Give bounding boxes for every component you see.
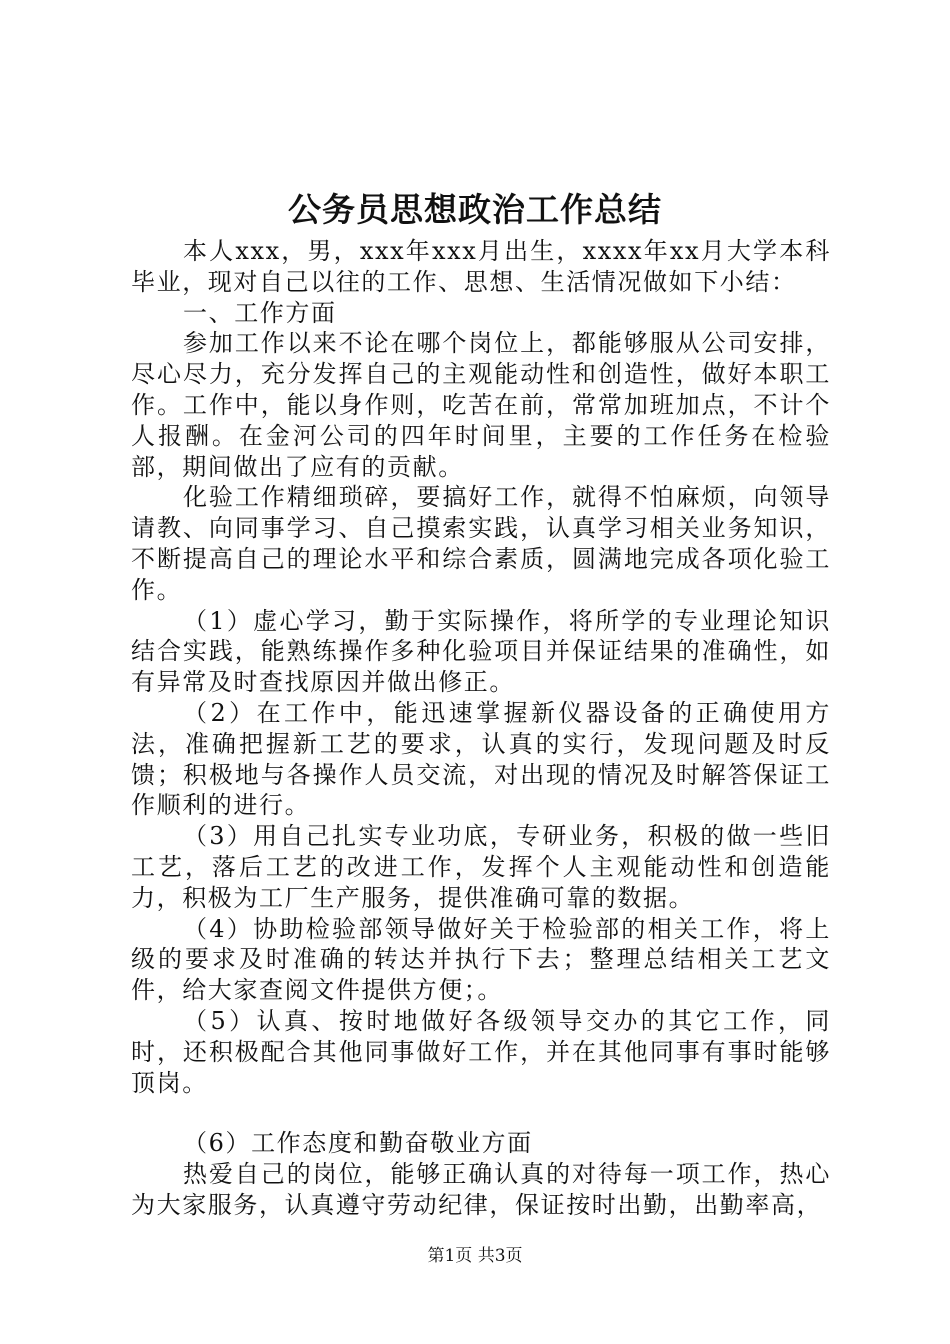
paragraph-intro: 本人xxx，男，xxx年xxx月出生，xxxx年xx月大学本科毕业，现对自己以往的工作、思想、生活情况做如下小结： — [131, 237, 831, 296]
document-title: 公务员思想政治工作总结 — [288, 190, 662, 229]
blank-line — [131, 1098, 831, 1128]
paragraph-lab-work: 化验工作精细琐碎，要搞好工作，就得不怕麻烦，向领导请教、向同事学习、自己摸索实践，认真学习相关业务知识，不断提高自己的理论水平和综合素质，圆满地完成各项化验工作。 — [131, 483, 831, 604]
document-body — [131, 236, 831, 1221]
list-item-5: （5）认真、按时地做好各级领导交办的其它工作，同时，还积极配合其他同事做好工作，并在其他同事有事时能够顶岗。 — [131, 1006, 831, 1097]
list-item-1: （1）虚心学习，勤于实际操作，将所学的专业理论知识结合实践，能熟练操作多种化验项目并保证结果的准确性，如有异常及时查找原因并做出修正。 — [131, 606, 831, 697]
list-item-3: （3）用自己扎实专业功底，专研业务，积极的做一些旧工艺，落后工艺的改进工作，发挥个人主观能动性和创造能力，积极为工厂生产服务，提供准确可靠的数据。 — [131, 822, 831, 912]
paragraph-attitude: 热爱自己的岗位，能够正确认真的对待每一项工作，热心为大家服务，认真遵守劳动纪律，保证按时出勤，出勤率高， — [131, 1160, 831, 1219]
paragraph-work-overview: 参加工作以来不论在哪个岗位上，都能够服从公司安排，尽心尽力，充分发挥自己的主观能动性和创造性，做好本职工作。工作中，能以身作则，吃苦在前，常常加班加点，不计个人报酬。在金河公司的四年时间里，主要的工作任务在检验部，期间做出了应有的贡献。 — [131, 329, 831, 481]
page-footer: 第1页 共3页 — [427, 1246, 523, 1266]
list-item-2: （2）在工作中，能迅速掌握新仪器设备的正确使用方法，准确把握新工艺的要求，认真的实行，发现问题及时反馈；积极地与各操作人员交流，对出现的情况及时解答保证工作顺利的进行。 — [131, 698, 831, 820]
section-heading-work: 一、工作方面 — [183, 298, 337, 327]
list-item-6: （6）工作态度和勤奋敬业方面 — [183, 1129, 533, 1158]
list-item-4: （4）协助检验部领导做好关于检验部的相关工作，将上级的要求及时准确的转达并执行下去；整理总结相关工艺文件，给大家查阅文件提供方便；。 — [131, 914, 831, 1005]
